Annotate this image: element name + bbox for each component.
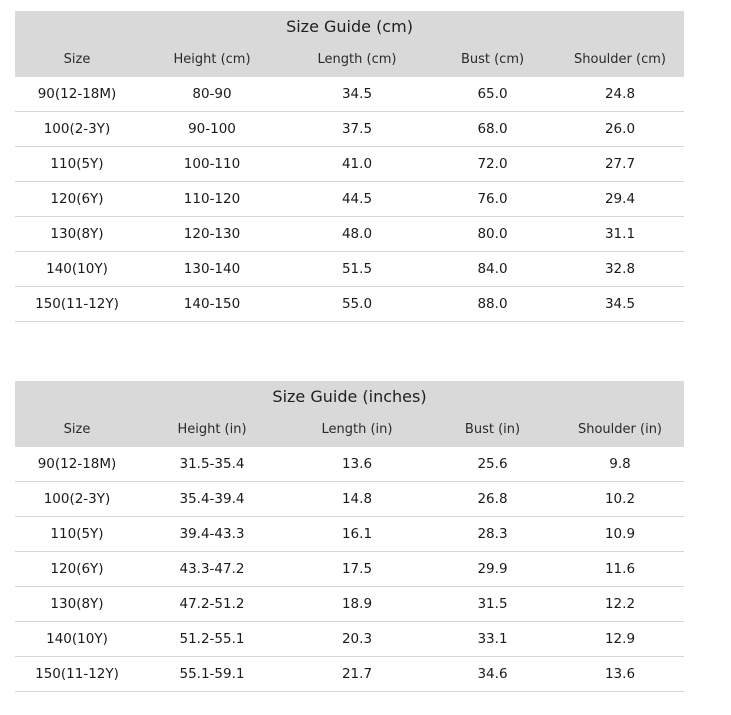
cell-length: 21.7 [341,666,373,682]
cell-height: 100-110 [183,156,241,172]
cell-length: 14.8 [341,491,373,507]
table-row [15,252,684,287]
cell-bust: 88.0 [477,296,508,312]
cell-height: 43.3-47.2 [179,561,245,577]
cell-height: 39.4-43.3 [179,526,245,542]
cell-bust: 25.6 [477,456,508,472]
cell-length: 44.5 [341,191,373,207]
cell-height: 140-150 [183,296,241,312]
table-row [15,147,684,182]
table-row [15,287,684,322]
cell-bust: 84.0 [477,261,508,277]
column-header-height: Height (cm) [173,51,251,67]
cell-length: 37.5 [341,121,373,137]
table-row [15,182,684,217]
cell-shoulder: 10.2 [604,491,636,507]
cell-bust: 34.6 [477,666,508,682]
column-header-length: Length (cm) [317,51,397,67]
column-header-bust: Bust (cm) [460,51,525,67]
cell-height: 51.2-55.1 [179,631,245,647]
table-row [15,447,684,482]
column-headers [15,411,684,447]
table-row [15,77,684,112]
cell-size: 110(5Y) [50,526,104,542]
column-header-height: Height (in) [177,421,247,437]
table-header [15,11,684,77]
cell-bust: 76.0 [477,191,508,207]
cell-height: 55.1-59.1 [179,666,245,682]
cell-bust: 65.0 [477,86,508,102]
column-header-length: Length (in) [321,421,393,437]
cell-length: 13.6 [341,456,373,472]
cell-shoulder: 12.9 [604,631,636,647]
cell-bust: 33.1 [477,631,508,647]
cell-shoulder: 11.6 [604,561,636,577]
column-header-bust: Bust (in) [464,421,521,437]
cell-length: 51.5 [341,261,373,277]
cell-length: 48.0 [341,226,373,242]
cell-height: 90-100 [188,121,236,137]
cell-height: 31.5-35.4 [179,456,245,472]
table-row [15,112,684,147]
cell-size: 120(6Y) [50,561,104,577]
cell-height: 80-90 [192,86,232,102]
table-row [15,217,684,252]
cell-length: 55.0 [341,296,373,312]
cell-shoulder: 29.4 [604,191,636,207]
size-guide-table-inches [15,381,684,692]
cell-length: 16.1 [341,526,373,542]
size-guide-table-cm [15,11,684,322]
cell-length: 20.3 [341,631,373,647]
cell-size: 140(10Y) [46,631,108,647]
cell-shoulder: 26.0 [604,121,636,137]
cell-size: 100(2-3Y) [43,121,111,137]
table-row [15,657,684,692]
cell-size: 100(2-3Y) [43,491,111,507]
cell-bust: 28.3 [477,526,508,542]
table-row [15,552,684,587]
column-header-size: Size [63,51,91,67]
cell-shoulder: 9.8 [609,456,631,472]
column-header-shoulder: Shoulder (in) [577,421,663,437]
cell-size: 120(6Y) [50,191,104,207]
cell-height: 47.2-51.2 [179,596,245,612]
table-title: Size Guide (inches) [272,387,427,406]
cell-size: 150(11-12Y) [35,296,119,312]
cell-length: 34.5 [341,86,373,102]
cell-bust: 29.9 [477,561,508,577]
cell-shoulder: 24.8 [604,86,636,102]
cell-size: 130(8Y) [50,596,104,612]
table-row [15,517,684,552]
cell-height: 130-140 [183,261,241,277]
cell-height: 110-120 [183,191,241,207]
cell-height: 35.4-39.4 [179,491,245,507]
table-body [15,77,684,322]
table-row [15,622,684,657]
cell-size: 140(10Y) [46,261,108,277]
table-body [15,447,684,692]
cell-size: 150(11-12Y) [35,666,119,682]
cell-size: 90(12-18M) [37,86,117,102]
cell-shoulder: 10.9 [604,526,636,542]
column-header-size: Size [63,421,91,437]
cell-length: 41.0 [341,156,373,172]
column-header-shoulder: Shoulder (cm) [574,51,666,67]
cell-shoulder: 34.5 [604,296,636,312]
cell-bust: 80.0 [477,226,508,242]
table-header [15,381,684,447]
cell-size: 90(12-18M) [37,456,117,472]
cell-shoulder: 12.2 [604,596,636,612]
cell-size: 110(5Y) [50,156,104,172]
cell-length: 17.5 [341,561,373,577]
cell-bust: 31.5 [477,596,508,612]
cell-shoulder: 27.7 [604,156,636,172]
table-title: Size Guide (cm) [286,17,413,36]
cell-size: 130(8Y) [50,226,104,242]
cell-shoulder: 31.1 [604,226,636,242]
cell-shoulder: 32.8 [604,261,636,277]
table-row [15,482,684,517]
cell-bust: 68.0 [477,121,508,137]
cell-shoulder: 13.6 [604,666,636,682]
cell-length: 18.9 [341,596,373,612]
table-row [15,587,684,622]
cell-height: 120-130 [183,226,241,242]
cell-bust: 26.8 [477,491,508,507]
column-headers [15,41,684,77]
cell-bust: 72.0 [477,156,508,172]
